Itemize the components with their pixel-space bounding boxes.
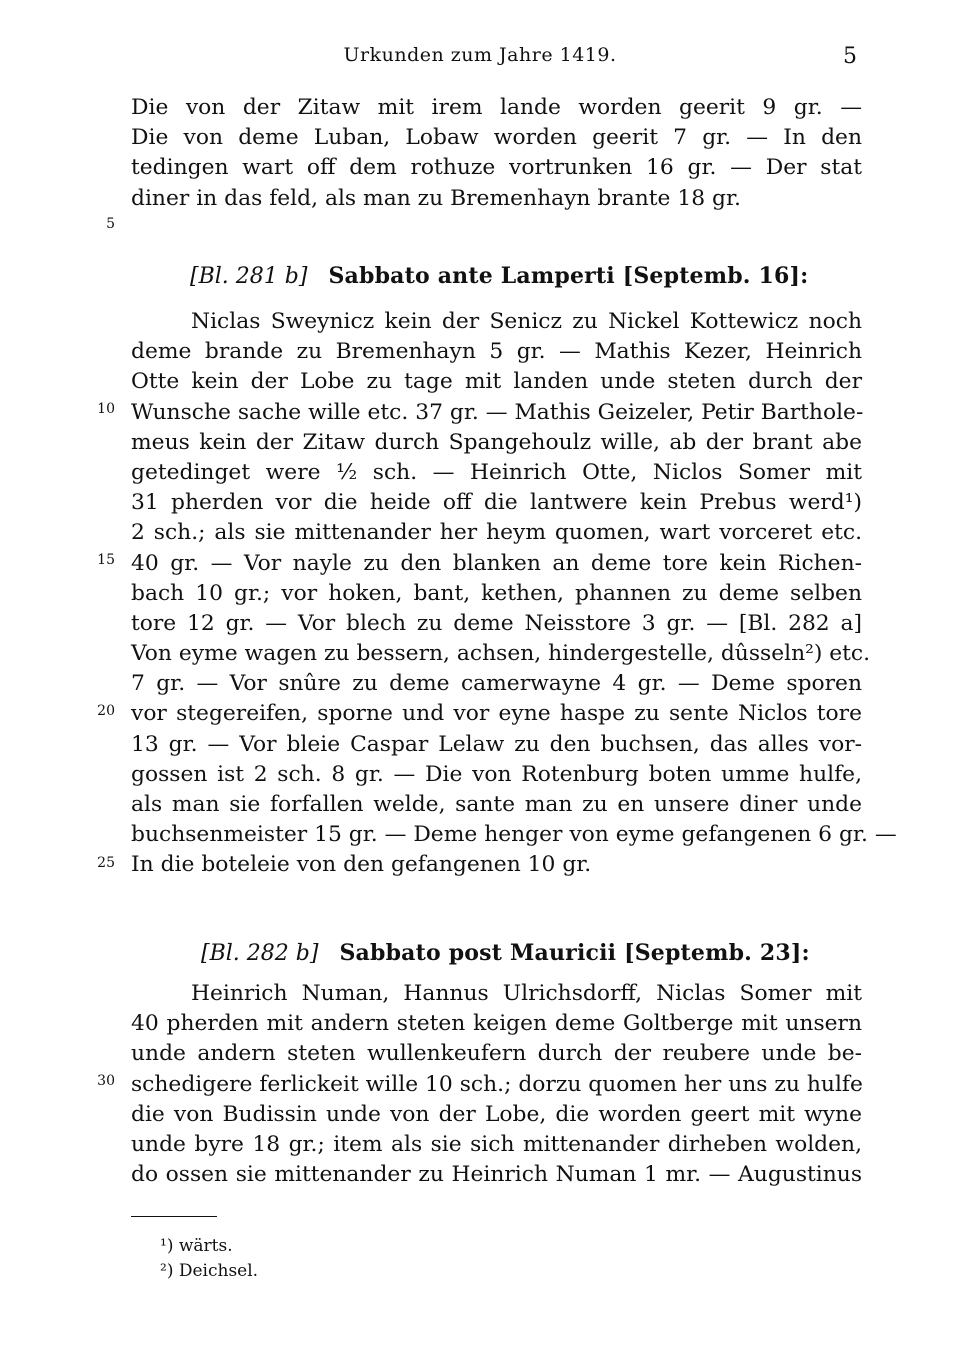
section-title: Sabbato ante Lamperti [Septemb. 16]:	[328, 263, 809, 289]
paragraph-block-2	[131, 307, 897, 881]
footnote-rule	[131, 1216, 217, 1217]
text-line: Otte kein der Lobe zu tage mit landen unde steten durch der	[131, 369, 862, 395]
text-line: bach 10 gr.; vor hoken, bant, kethen, phannen zu deme selben	[131, 580, 862, 606]
text-line: 40 gr. — Vor nayle zu den blanken an deme tore kein Richen-	[131, 550, 862, 576]
text-line: Niclas Sweynicz kein der Senicz zu Nickel Kottewicz noch	[191, 309, 862, 334]
text-line: 13 gr. — Vor bleie Caspar Lelaw zu den buchsen, das alles vor-	[131, 731, 862, 757]
text-line: unde byre 18 gr.; item als sie sich mittenander dirheben wolden,	[131, 1131, 862, 1157]
section-heading-2	[201, 940, 960, 966]
footnote: ²) Deichsel.	[160, 1261, 259, 1281]
text-line: meus kein der Zitaw durch Spangehoulz wille, ab der brant abe	[131, 429, 862, 455]
line-number: 10	[97, 401, 115, 417]
text-line: buchsenmeister 15 gr. — Deme henger von eyme gefangenen 6 gr. —	[131, 822, 897, 848]
text-line: do ossen sie mittenander zu Heinrich Numan 1 mr. — Augustinus	[131, 1162, 862, 1188]
section-title: Sabbato post Mauricii [Septemb. 23]:	[339, 940, 810, 966]
text-line: die von Budissin unde von der Lobe, die worden geert mit wyne	[131, 1101, 862, 1127]
line-number: 5	[106, 216, 115, 232]
line-number: 15	[97, 552, 115, 568]
line-number: 30	[97, 1073, 115, 1089]
section-heading-1	[190, 263, 960, 289]
text-line: deme brande zu Bremenhayn 5 gr. — Mathis Kezer, Heinrich	[131, 339, 862, 365]
folio-reference: [Bl. 281 b]	[190, 264, 308, 289]
text-line: tore 12 gr. — Vor blech zu deme Neisstore 3 gr. — [Bl. 282 a]	[131, 610, 862, 636]
text-line: diner in das feld, als man zu Bremenhayn brante 18 gr.	[131, 185, 741, 211]
text-line: In die boteleie von den gefangenen 10 gr.	[131, 852, 592, 878]
text-line: gossen ist 2 sch. 8 gr. — Die von Rotenburg boten umme hulfe,	[131, 761, 862, 787]
paragraph-block-1	[131, 93, 862, 214]
folio-reference: [Bl. 282 b]	[201, 941, 319, 966]
line-number: 25	[97, 855, 115, 871]
text-line: Heinrich Numan, Hannus Ulrichsdorff, Niclas Somer mit	[191, 981, 862, 1006]
text-line: schedigere ferlickeit wille 10 sch.; dorzu quomen her uns zu hulfe	[131, 1071, 863, 1097]
text-line: Wunsche sache wille etc. 37 gr. — Mathis Geizeler, Petir Barthole-	[131, 399, 864, 425]
running-title: Urkunden zum Jahre 1419.	[343, 44, 617, 66]
text-line: 40 pherden mit andern steten keigen deme Goltberge mit unsern	[131, 1011, 862, 1037]
text-line: Die von deme Luban, Lobaw worden geerit 7 gr. — In den	[131, 125, 862, 151]
text-line: getedinget were ½ sch. — Heinrich Otte, Niclos Somer mit	[131, 459, 862, 485]
text-line: vor stegereifen, sporne und vor eyne haspe zu sente Niclos tore	[131, 701, 862, 727]
text-line: tedingen wart off dem rothuze vortrunken 16 gr. — Der stat	[131, 155, 862, 181]
text-line: 31 pherden vor die heide off die lantwere kein Prebus werd¹)	[131, 490, 862, 516]
text-line: 2 sch.; als sie mittenander her heym quomen, wart vorceret etc.	[131, 520, 862, 546]
line-number: 20	[97, 703, 115, 719]
text-line: unde andern steten wullenkeufern durch der reubere unde be-	[131, 1041, 862, 1067]
text-line: Die von der Zitaw mit irem lande worden geerit 9 gr. —	[131, 95, 862, 120]
footnote: ¹) wärts.	[160, 1236, 233, 1256]
text-line: 7 gr. — Vor snûre zu deme camerwayne 4 gr. — Deme sporen	[131, 671, 862, 697]
text-line: Von eyme wagen zu bessern, achsen, hindergestelle, dûsseln²) etc.	[131, 641, 871, 667]
paragraph-block-3	[131, 979, 862, 1190]
text-line: als man sie forfallen welde, sante man zu en unsere diner unde	[131, 792, 862, 817]
page-number: 5	[843, 44, 857, 69]
